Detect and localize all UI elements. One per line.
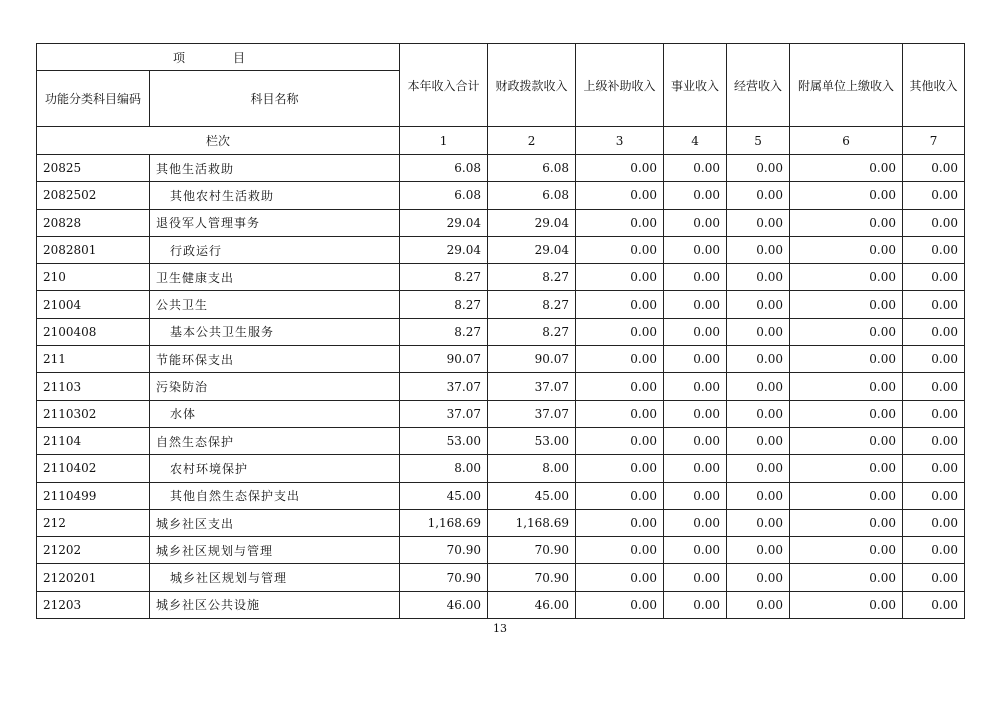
value-cell-col-4: 0.00 <box>664 482 727 509</box>
value-cell-col-7: 0.00 <box>903 264 965 291</box>
value-cell-col-5: 0.00 <box>727 155 790 182</box>
table-row <box>37 482 965 509</box>
value-cell-col-3: 0.00 <box>576 155 664 182</box>
value-cell-col-6: 0.00 <box>790 455 903 482</box>
value-cell-col-5: 0.00 <box>727 482 790 509</box>
value-cell-col-1: 29.04 <box>400 236 488 263</box>
value-cell-col-3: 0.00 <box>576 509 664 536</box>
subject-name-cell: 退役军人管理事务 <box>150 209 400 236</box>
value-cell-col-4: 0.00 <box>664 236 727 263</box>
value-cell-col-5: 0.00 <box>727 564 790 591</box>
table-row <box>37 264 965 291</box>
value-cell-col-3: 0.00 <box>576 318 664 345</box>
page-number: 13 <box>493 622 507 635</box>
subject-code-cell: 211 <box>37 346 150 373</box>
value-cell-col-6: 0.00 <box>790 346 903 373</box>
value-cell-col-5: 0.00 <box>727 291 790 318</box>
subject-name-cell: 城乡社区支出 <box>150 509 400 536</box>
value-cell-col-4: 0.00 <box>664 182 727 209</box>
value-cell-col-6: 0.00 <box>790 591 903 618</box>
value-cell-col-4: 0.00 <box>664 537 727 564</box>
value-cell-col-2: 8.27 <box>488 318 576 345</box>
value-cell-col-4: 0.00 <box>664 291 727 318</box>
value-cell-col-4: 0.00 <box>664 373 727 400</box>
value-cell-col-1: 1,168.69 <box>400 509 488 536</box>
col-index-6: 6 <box>790 127 903 155</box>
table-row <box>37 591 965 618</box>
name-header: 科目名称 <box>150 71 400 127</box>
subject-name-cell: 公共卫生 <box>150 291 400 318</box>
subject-name-cell: 基本公共卫生服务 <box>150 318 400 345</box>
value-cell-col-5: 0.00 <box>727 346 790 373</box>
subject-code-cell: 2110302 <box>37 400 150 427</box>
value-cell-col-6: 0.00 <box>790 155 903 182</box>
subject-code-cell: 2100408 <box>37 318 150 345</box>
value-cell-col-2: 37.07 <box>488 373 576 400</box>
subject-name-cell: 其他农村生活救助 <box>150 182 400 209</box>
value-cell-col-4: 0.00 <box>664 509 727 536</box>
table-row <box>37 209 965 236</box>
value-cell-col-7: 0.00 <box>903 346 965 373</box>
value-cell-col-3: 0.00 <box>576 264 664 291</box>
col-header-total: 本年收入合计 <box>400 44 488 127</box>
value-cell-col-6: 0.00 <box>790 509 903 536</box>
value-cell-col-7: 0.00 <box>903 537 965 564</box>
col-header-other: 其他收入 <box>903 44 965 127</box>
subject-name-cell: 污染防治 <box>150 373 400 400</box>
value-cell-col-2: 90.07 <box>488 346 576 373</box>
value-cell-col-4: 0.00 <box>664 455 727 482</box>
value-cell-col-1: 37.07 <box>400 400 488 427</box>
value-cell-col-7: 0.00 <box>903 209 965 236</box>
subject-code-cell: 21202 <box>37 537 150 564</box>
subject-code-cell: 2082801 <box>37 236 150 263</box>
value-cell-col-5: 0.00 <box>727 400 790 427</box>
value-cell-col-1: 70.90 <box>400 537 488 564</box>
value-cell-col-5: 0.00 <box>727 427 790 454</box>
value-cell-col-2: 6.08 <box>488 182 576 209</box>
table-row <box>37 427 965 454</box>
project-header: 项 目 <box>37 44 400 71</box>
value-cell-col-2: 46.00 <box>488 591 576 618</box>
table-body <box>37 155 965 619</box>
table-row <box>37 182 965 209</box>
value-cell-col-5: 0.00 <box>727 591 790 618</box>
value-cell-col-6: 0.00 <box>790 400 903 427</box>
value-cell-col-7: 0.00 <box>903 182 965 209</box>
col-index-2: 2 <box>488 127 576 155</box>
value-cell-col-4: 0.00 <box>664 318 727 345</box>
col-header-operating: 经营收入 <box>727 44 790 127</box>
subject-code-cell: 210 <box>37 264 150 291</box>
value-cell-col-5: 0.00 <box>727 373 790 400</box>
table-row <box>37 236 965 263</box>
subject-code-cell: 2110499 <box>37 482 150 509</box>
value-cell-col-3: 0.00 <box>576 400 664 427</box>
subject-code-cell: 21203 <box>37 591 150 618</box>
value-cell-col-4: 0.00 <box>664 209 727 236</box>
value-cell-col-2: 29.04 <box>488 209 576 236</box>
subject-code-cell: 2082502 <box>37 182 150 209</box>
value-cell-col-6: 0.00 <box>790 182 903 209</box>
subject-code-cell: 2110402 <box>37 455 150 482</box>
value-cell-col-7: 0.00 <box>903 318 965 345</box>
value-cell-col-6: 0.00 <box>790 318 903 345</box>
value-cell-col-3: 0.00 <box>576 236 664 263</box>
value-cell-col-2: 53.00 <box>488 427 576 454</box>
value-cell-col-5: 0.00 <box>727 182 790 209</box>
table-row <box>37 373 965 400</box>
table-row <box>37 564 965 591</box>
subject-code-cell: 21103 <box>37 373 150 400</box>
col-index-1: 1 <box>400 127 488 155</box>
subject-name-cell: 其他自然生态保护支出 <box>150 482 400 509</box>
subject-name-cell: 城乡社区规划与管理 <box>150 564 400 591</box>
subject-name-cell: 卫生健康支出 <box>150 264 400 291</box>
subject-code-cell: 2120201 <box>37 564 150 591</box>
subject-code-cell: 20825 <box>37 155 150 182</box>
income-table <box>36 43 965 619</box>
value-cell-col-3: 0.00 <box>576 482 664 509</box>
value-cell-col-3: 0.00 <box>576 591 664 618</box>
value-cell-col-5: 0.00 <box>727 455 790 482</box>
value-cell-col-1: 6.08 <box>400 182 488 209</box>
value-cell-col-1: 70.90 <box>400 564 488 591</box>
value-cell-col-7: 0.00 <box>903 482 965 509</box>
value-cell-col-6: 0.00 <box>790 564 903 591</box>
value-cell-col-3: 0.00 <box>576 427 664 454</box>
value-cell-col-2: 8.27 <box>488 291 576 318</box>
value-cell-col-2: 6.08 <box>488 155 576 182</box>
value-cell-col-6: 0.00 <box>790 537 903 564</box>
col-header-business: 事业收入 <box>664 44 727 127</box>
table-row <box>37 346 965 373</box>
subject-name-cell: 城乡社区公共设施 <box>150 591 400 618</box>
value-cell-col-6: 0.00 <box>790 236 903 263</box>
value-cell-col-1: 53.00 <box>400 427 488 454</box>
col-index-3: 3 <box>576 127 664 155</box>
subject-code-cell: 21104 <box>37 427 150 454</box>
value-cell-col-3: 0.00 <box>576 291 664 318</box>
value-cell-col-5: 0.00 <box>727 209 790 236</box>
value-cell-col-6: 0.00 <box>790 373 903 400</box>
value-cell-col-6: 0.00 <box>790 209 903 236</box>
col-header-superior: 上级补助收入 <box>576 44 664 127</box>
table-row <box>37 537 965 564</box>
value-cell-col-7: 0.00 <box>903 373 965 400</box>
subject-code-cell: 20828 <box>37 209 150 236</box>
value-cell-col-6: 0.00 <box>790 291 903 318</box>
subject-name-cell: 自然生态保护 <box>150 427 400 454</box>
subject-code-cell: 212 <box>37 509 150 536</box>
value-cell-col-1: 29.04 <box>400 209 488 236</box>
col-index-5: 5 <box>727 127 790 155</box>
value-cell-col-7: 0.00 <box>903 155 965 182</box>
col-header-fiscal: 财政拨款收入 <box>488 44 576 127</box>
subject-name-cell: 节能环保支出 <box>150 346 400 373</box>
value-cell-col-2: 8.27 <box>488 264 576 291</box>
value-cell-col-3: 0.00 <box>576 346 664 373</box>
subject-name-cell: 行政运行 <box>150 236 400 263</box>
col-index-7: 7 <box>903 127 965 155</box>
value-cell-col-6: 0.00 <box>790 427 903 454</box>
col-header-affiliated: 附属单位上缴收入 <box>790 44 903 127</box>
table-row <box>37 455 965 482</box>
value-cell-col-1: 6.08 <box>400 155 488 182</box>
value-cell-col-5: 0.00 <box>727 318 790 345</box>
value-cell-col-7: 0.00 <box>903 427 965 454</box>
table-row <box>37 155 965 182</box>
value-cell-col-4: 0.00 <box>664 427 727 454</box>
value-cell-col-2: 70.90 <box>488 537 576 564</box>
value-cell-col-3: 0.00 <box>576 373 664 400</box>
value-cell-col-6: 0.00 <box>790 264 903 291</box>
value-cell-col-5: 0.00 <box>727 264 790 291</box>
value-cell-col-5: 0.00 <box>727 509 790 536</box>
value-cell-col-3: 0.00 <box>576 209 664 236</box>
subject-name-cell: 其他生活救助 <box>150 155 400 182</box>
value-cell-col-7: 0.00 <box>903 400 965 427</box>
value-cell-col-5: 0.00 <box>727 236 790 263</box>
value-cell-col-2: 45.00 <box>488 482 576 509</box>
value-cell-col-1: 45.00 <box>400 482 488 509</box>
subject-name-cell: 水体 <box>150 400 400 427</box>
table-row <box>37 291 965 318</box>
value-cell-col-7: 0.00 <box>903 455 965 482</box>
value-cell-col-2: 1,168.69 <box>488 509 576 536</box>
value-cell-col-2: 37.07 <box>488 400 576 427</box>
value-cell-col-4: 0.00 <box>664 346 727 373</box>
value-cell-col-7: 0.00 <box>903 591 965 618</box>
value-cell-col-4: 0.00 <box>664 155 727 182</box>
code-header: 功能分类科目编码 <box>37 71 150 127</box>
value-cell-col-4: 0.00 <box>664 264 727 291</box>
value-cell-col-7: 0.00 <box>903 291 965 318</box>
value-cell-col-3: 0.00 <box>576 182 664 209</box>
value-cell-col-1: 8.27 <box>400 264 488 291</box>
value-cell-col-4: 0.00 <box>664 564 727 591</box>
value-cell-col-3: 0.00 <box>576 537 664 564</box>
subject-name-cell: 城乡社区规划与管理 <box>150 537 400 564</box>
value-cell-col-7: 0.00 <box>903 236 965 263</box>
table-row <box>37 318 965 345</box>
value-cell-col-1: 37.07 <box>400 373 488 400</box>
index-header: 栏次 <box>37 127 400 155</box>
value-cell-col-6: 0.00 <box>790 482 903 509</box>
table-row <box>37 400 965 427</box>
value-cell-col-5: 0.00 <box>727 537 790 564</box>
value-cell-col-2: 8.00 <box>488 455 576 482</box>
subject-code-cell: 21004 <box>37 291 150 318</box>
value-cell-col-1: 46.00 <box>400 591 488 618</box>
value-cell-col-4: 0.00 <box>664 591 727 618</box>
value-cell-col-2: 70.90 <box>488 564 576 591</box>
value-cell-col-3: 0.00 <box>576 455 664 482</box>
value-cell-col-7: 0.00 <box>903 564 965 591</box>
value-cell-col-1: 8.27 <box>400 318 488 345</box>
value-cell-col-2: 29.04 <box>488 236 576 263</box>
value-cell-col-7: 0.00 <box>903 509 965 536</box>
value-cell-col-1: 90.07 <box>400 346 488 373</box>
value-cell-col-1: 8.27 <box>400 291 488 318</box>
table-row <box>37 509 965 536</box>
value-cell-col-1: 8.00 <box>400 455 488 482</box>
col-index-4: 4 <box>664 127 727 155</box>
subject-name-cell: 农村环境保护 <box>150 455 400 482</box>
value-cell-col-4: 0.00 <box>664 400 727 427</box>
value-cell-col-3: 0.00 <box>576 564 664 591</box>
